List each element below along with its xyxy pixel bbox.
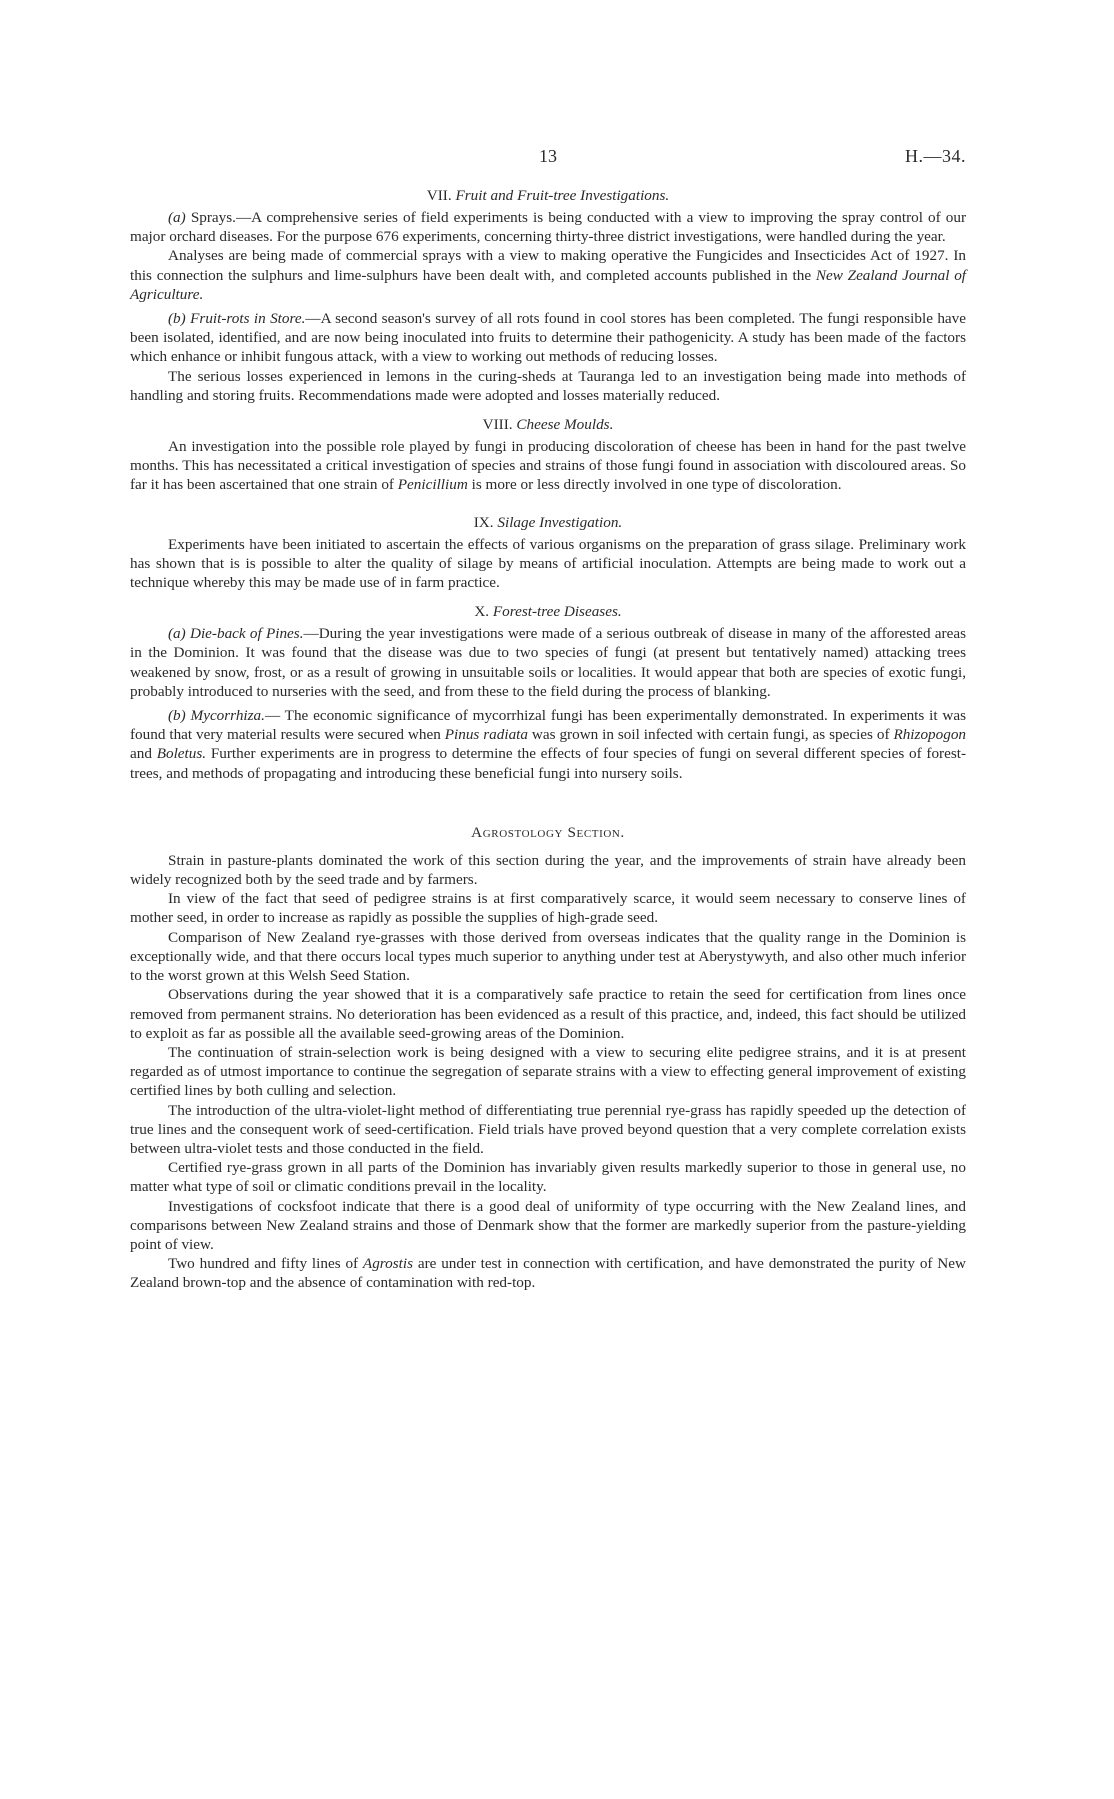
section-number: VII. bbox=[426, 187, 452, 204]
item-marker: (b) bbox=[168, 707, 186, 725]
species-name: Pinus radiata bbox=[444, 726, 528, 744]
section-heading-forest bbox=[130, 602, 966, 621]
paragraph-mycorrhiza bbox=[130, 706, 966, 783]
paragraph-text: —During the year investigations were made of a serious outbreak of disease in many of the afforested areas in the Dominion. It was found that the disease was due to two species of fungi (at present but tentatively named) attacking trees weakened by snow, frost, or as a result of growing in unsuitable soils or localities. It would appear that both are species of exotic fungi, probably introduced to nurseries with the seed, and from these to the field during the process of blanking. bbox=[130, 625, 967, 700]
section-heading-cheese bbox=[130, 415, 966, 434]
paragraph-text: Analyses are being made of commercial sprays with a view to making operative the Fungicides and Insecticides Act of 1927. In this connection the sulphurs and lime-sulphurs have been dealt with, and completed accounts published in the bbox=[130, 247, 966, 284]
paragraph-fruit-rots bbox=[130, 309, 966, 367]
paragraph-die-back bbox=[130, 624, 966, 701]
paragraph-text: Two hundred and fifty lines of bbox=[168, 1255, 359, 1273]
document-reference: H.—34. bbox=[905, 146, 966, 166]
page-body bbox=[130, 186, 966, 1293]
section-number: IX. bbox=[473, 513, 494, 531]
paragraph-text: Further experiments are in progress to determine the effects of four species of fungi on several different species of forest-trees, and methods of propagating and introducing these beneficial fungi into nursery soils. bbox=[130, 745, 967, 782]
paragraph-text: Experiments have been initiated to ascertain the effects of various organisms on the preparation of grass silage. Preliminary work has shown that is is possible to alter the quality of silage by means of artificial inoculation. Attempts are being made to work out a technique whereby this may be made use of in farm practice. bbox=[130, 535, 966, 592]
agrostology-paragraph: Strain in pasture-plants dominated the work of this section during the year, and the improvements of strain have already been widely recognized both by the seed trade and by farmers. bbox=[130, 851, 966, 889]
page-number: 13 bbox=[539, 146, 557, 166]
agrostology-paragraph: The introduction of the ultra-violet-light method of differentiating true perennial rye-grass has rapidly speeded up the detection of true lines and the consequent work of seed-certification. Field trials have proved beyond question that a very complete correlation exists between ultra-violet tests and those conducted in the field. bbox=[130, 1101, 966, 1157]
running-head bbox=[130, 146, 966, 170]
item-label: Fruit-rots in Store. bbox=[190, 310, 306, 328]
paragraph-sprays bbox=[130, 208, 966, 246]
item-marker: (b) bbox=[168, 310, 186, 328]
section-number: X. bbox=[474, 603, 490, 621]
agrostology-paragraph: Investigations of cocksfoot indicate that there is a good deal of uniformity of type occurring with the New Zealand lines, and comparisons between New Zealand strains and those of Denmark show that the former are markedly superior from the pasture-yielding point of view. bbox=[130, 1197, 966, 1253]
paragraph-text: is more or less directly involved in one type of discoloration. bbox=[471, 476, 842, 494]
paragraph-cheese bbox=[130, 437, 966, 495]
paragraph-text: was grown in soil infected with certain fungi, as species of bbox=[531, 726, 890, 744]
section-number: VIII. bbox=[482, 416, 513, 434]
paragraph-text: —A second season's survey of all rots found in cool stores has been completed. The fungi responsible have been isolated, identified, and are now being inoculated into fruits to determine their pathogenicity. A study has been made of the factors which enhance or inhibit fungous attack, with a view to working out methods of reducing losses. bbox=[130, 310, 967, 366]
section-title: Cheese Moulds. bbox=[516, 416, 614, 434]
agrostology-paragraph: Certified rye-grass grown in all parts of the Dominion has invariably given results markedly superior to those in general use, no matter what type of soil or climatic conditions prevail in the locality. bbox=[130, 1159, 966, 1196]
agrostology-paragraph: Comparison of New Zealand rye-grasses with those derived from overseas indicates that the quality range in the Dominion is exceptionally wide, and that there occurs local types much superior to anything under test at Aberystywyth, and also other much inferior to the worst grown at this Welsh Seed Station. bbox=[130, 928, 966, 985]
paragraph-text: and bbox=[130, 745, 152, 763]
section-title: Forest-tree Diseases. bbox=[492, 603, 622, 621]
section-heading-fruit bbox=[130, 186, 966, 205]
section-heading-agrostology: Agrostology Section. bbox=[471, 823, 625, 841]
paragraph-text: Sprays.—A comprehensive series of field experiments is being conducted with a view to improving the spray control of our major orchard diseases. For the purpose 676 experiments, concerning thirty-three district investigations, were handled during the year. bbox=[130, 209, 967, 246]
section-heading-silage bbox=[130, 513, 966, 532]
genus-name: Agrostis bbox=[362, 1255, 413, 1273]
paragraph-text: are under test in connection with certification, and have demonstrated the purity of New Zealand brown-top and the absence of contamination with red-top. bbox=[130, 1255, 966, 1292]
genus-name: Penicillium bbox=[397, 476, 468, 494]
agrostology-paragraph: The continuation of strain-selection work is being designed with a view to securing elite pedigree strains, and it is at present regarded as of utmost importance to continue the segregation of separate strains with a view to effecting general improvement of existing certified lines by both culling and selection. bbox=[130, 1043, 966, 1100]
item-marker: (a) bbox=[168, 209, 186, 226]
genus-name: Rhizopogon bbox=[893, 726, 967, 744]
genus-name: Boletus. bbox=[156, 745, 207, 763]
section-title: Silage Investigation. bbox=[497, 513, 623, 531]
paragraph-text: — The economic significance of mycorrhizal fungi has been experimentally demonstrated. In experiments it was found that very material results were secured when bbox=[130, 707, 966, 744]
item-marker: (a) bbox=[168, 625, 186, 643]
paragraph-lemons bbox=[130, 367, 966, 405]
paragraph-analyses bbox=[130, 246, 966, 304]
paragraph-text: The serious losses experienced in lemons in the curing-sheds at Tauranga led to an investigation being made into methods of handling and storing fruits. Recommendations made were adopted and losses materially reduced. bbox=[130, 367, 966, 404]
agrostology-paragraph: In view of the fact that seed of pedigree strains is at first comparatively scarce, it would seem necessary to conserve lines of mother seed, in order to increase as rapidly as possible the supplies of high-grade seed. bbox=[130, 890, 966, 927]
agrostology-paragraph bbox=[130, 1254, 966, 1292]
paragraph-silage bbox=[130, 535, 966, 593]
paragraph-text: An investigation into the possible role played by fungi in producing discoloration of cheese has been in hand for the past twelve months. This has necessitated a critical investigation of species and strains of those fungi found in association with discoloured areas. So far it has been ascertained that one strain of bbox=[130, 438, 966, 494]
item-label: Die-back of Pines. bbox=[189, 625, 304, 643]
agrostology-paragraph: Observations during the year showed that it is a comparatively safe practice to retain the seed for certification from lines once removed from permanent strains. No deterioration has been evidenced as a result of this practice, and, indeed, this fact should be utilized to exploit as far as possible all the available seed-growing areas of the Dominion. bbox=[130, 986, 966, 1042]
item-label: Mycorrhiza. bbox=[190, 707, 265, 725]
journal-title: New Zealand Journal of Agriculture. bbox=[130, 266, 967, 303]
section-title: Fruit and Fruit-tree Investigations. bbox=[455, 187, 670, 204]
